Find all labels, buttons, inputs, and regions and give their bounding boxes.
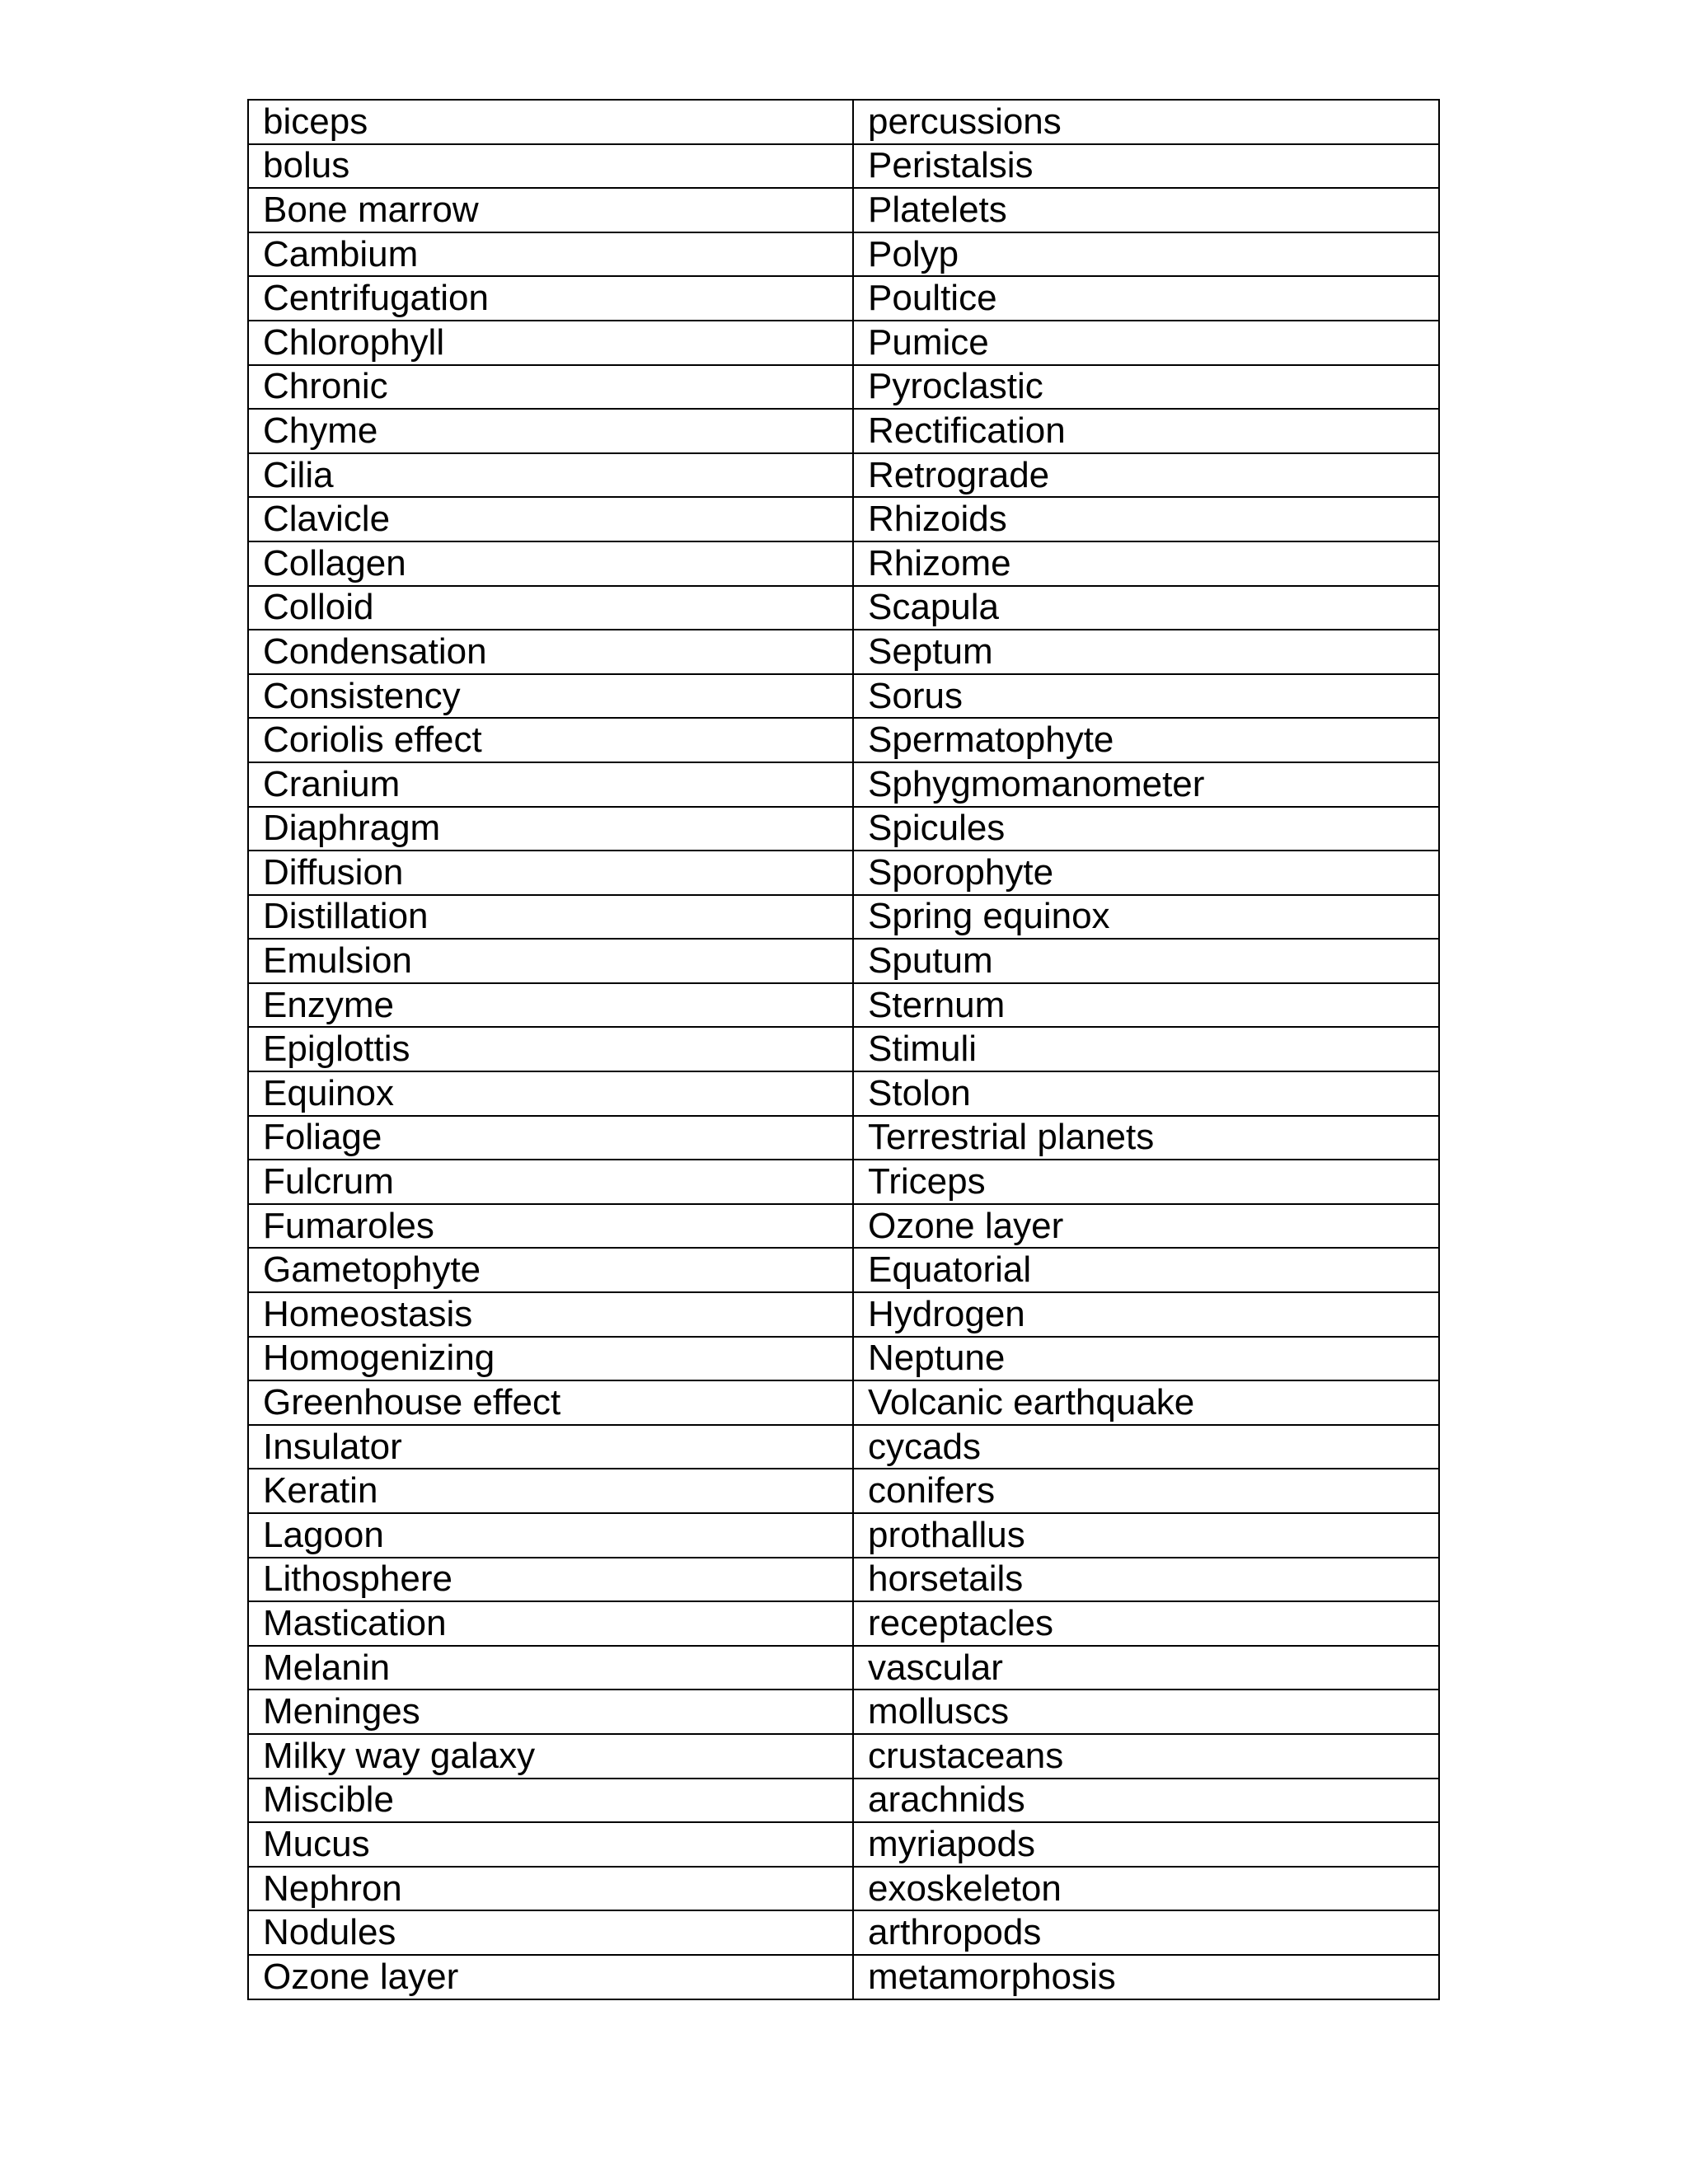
term-left-cell: Meninges [248,1690,853,1734]
term-right-cell: horsetails [853,1558,1439,1602]
term-right-cell: Stimuli [853,1027,1439,1071]
term-right-cell: arachnids [853,1779,1439,1823]
term-right-cell: Stolon [853,1071,1439,1116]
table-row [248,409,1439,453]
term-left-cell: Cilia [248,453,853,498]
term-left-cell: Homeostasis [248,1292,853,1337]
term-left-cell: Chronic [248,365,853,410]
term-right-cell: prothallus [853,1513,1439,1558]
table-row [248,1690,1439,1734]
term-left-cell: Colloid [248,586,853,630]
term-left-cell: Distillation [248,895,853,940]
term-left-cell: Diffusion [248,851,853,895]
table-row [248,453,1439,498]
term-left-cell: Fulcrum [248,1160,853,1204]
term-right-cell: cycads [853,1425,1439,1469]
table-row [248,1558,1439,1602]
table-row [248,1248,1439,1292]
term-left-cell: Centrifugation [248,276,853,321]
term-left-cell: Consistency [248,674,853,719]
table-row [248,1337,1439,1381]
term-left-cell: Mastication [248,1601,853,1646]
term-right-cell: Retrograde [853,453,1439,498]
term-right-cell: Spring equinox [853,895,1439,940]
term-left-cell: Miscible [248,1779,853,1823]
table-row [248,1425,1439,1469]
term-right-cell: molluscs [853,1690,1439,1734]
term-left-cell: Insulator [248,1425,853,1469]
table-row [248,1513,1439,1558]
table-row [248,674,1439,719]
term-left-cell: Emulsion [248,939,853,983]
term-right-cell: Volcanic earthquake [853,1380,1439,1425]
term-left-cell: Milky way galaxy [248,1734,853,1779]
table-row [248,1116,1439,1160]
term-right-cell: Rectification [853,409,1439,453]
term-right-cell: Polyp [853,232,1439,277]
term-left-cell: Collagen [248,541,853,586]
term-left-cell: Bone marrow [248,188,853,232]
table-row [248,1204,1439,1249]
term-right-cell: Poultice [853,276,1439,321]
table-row [248,851,1439,895]
term-right-cell: crustaceans [853,1734,1439,1779]
term-left-cell: Cranium [248,762,853,807]
term-left-cell: Ozone layer [248,1955,853,1999]
table-row [248,1380,1439,1425]
table-row [248,762,1439,807]
table-row [248,1867,1439,1911]
table-row [248,1822,1439,1867]
table-row [248,1469,1439,1513]
term-right-cell: Rhizoids [853,497,1439,541]
term-left-cell: Foliage [248,1116,853,1160]
table-row [248,365,1439,410]
table-row [248,1779,1439,1823]
term-right-cell: Pyroclastic [853,365,1439,410]
table-row [248,1601,1439,1646]
term-right-cell: Sputum [853,939,1439,983]
term-left-cell: Clavicle [248,497,853,541]
term-left-cell: Enzyme [248,983,853,1028]
table-row [248,807,1439,851]
table-row [248,321,1439,365]
term-right-cell: Septum [853,630,1439,674]
table-row [248,1955,1439,1999]
table-row [248,1027,1439,1071]
table-row [248,497,1439,541]
term-left-cell: Coriolis effect [248,718,853,762]
term-right-cell: Neptune [853,1337,1439,1381]
term-right-cell: Spermatophyte [853,718,1439,762]
term-left-cell: Keratin [248,1469,853,1513]
term-right-cell: Sporophyte [853,851,1439,895]
table-row [248,276,1439,321]
term-left-cell: Fumaroles [248,1204,853,1249]
table-row [248,939,1439,983]
word-list-body [248,100,1439,1999]
term-right-cell: Sorus [853,674,1439,719]
table-row [248,1160,1439,1204]
term-right-cell: myriapods [853,1822,1439,1867]
term-right-cell: Equatorial [853,1248,1439,1292]
table-row [248,586,1439,630]
term-left-cell: Cambium [248,232,853,277]
term-left-cell: Mucus [248,1822,853,1867]
term-right-cell: Peristalsis [853,144,1439,189]
term-right-cell: Rhizome [853,541,1439,586]
term-right-cell: vascular [853,1646,1439,1690]
term-right-cell: Spicules [853,807,1439,851]
term-left-cell: Melanin [248,1646,853,1690]
term-left-cell: Condensation [248,630,853,674]
table-row [248,144,1439,189]
table-row [248,1292,1439,1337]
term-left-cell: Epiglottis [248,1027,853,1071]
table-row [248,983,1439,1028]
term-left-cell: Lithosphere [248,1558,853,1602]
term-right-cell: metamorphosis [853,1955,1439,1999]
term-right-cell: exoskeleton [853,1867,1439,1911]
term-left-cell: Lagoon [248,1513,853,1558]
term-right-cell: Scapula [853,586,1439,630]
term-right-cell: Triceps [853,1160,1439,1204]
term-left-cell: Diaphragm [248,807,853,851]
term-right-cell: Terrestrial planets [853,1116,1439,1160]
table-row [248,630,1439,674]
term-right-cell: Sternum [853,983,1439,1028]
word-list-table [247,99,1440,2000]
term-right-cell: Pumice [853,321,1439,365]
table-row [248,1734,1439,1779]
term-right-cell: Ozone layer [853,1204,1439,1249]
term-right-cell: Sphygmomanometer [853,762,1439,807]
term-left-cell: Nodules [248,1910,853,1955]
term-right-cell: Platelets [853,188,1439,232]
table-row [248,100,1439,144]
term-left-cell: Chlorophyll [248,321,853,365]
table-row [248,232,1439,277]
table-row [248,188,1439,232]
term-left-cell: Greenhouse effect [248,1380,853,1425]
table-row [248,1910,1439,1955]
term-right-cell: Hydrogen [853,1292,1439,1337]
term-left-cell: Nephron [248,1867,853,1911]
table-row [248,1071,1439,1116]
term-right-cell: arthropods [853,1910,1439,1955]
term-left-cell: Equinox [248,1071,853,1116]
term-right-cell: conifers [853,1469,1439,1513]
table-row [248,718,1439,762]
term-right-cell: receptacles [853,1601,1439,1646]
term-left-cell: Gametophyte [248,1248,853,1292]
term-left-cell: biceps [248,100,853,144]
table-row [248,541,1439,586]
term-left-cell: bolus [248,144,853,189]
term-right-cell: percussions [853,100,1439,144]
table-row [248,1646,1439,1690]
table-row [248,895,1439,940]
term-left-cell: Chyme [248,409,853,453]
term-left-cell: Homogenizing [248,1337,853,1381]
